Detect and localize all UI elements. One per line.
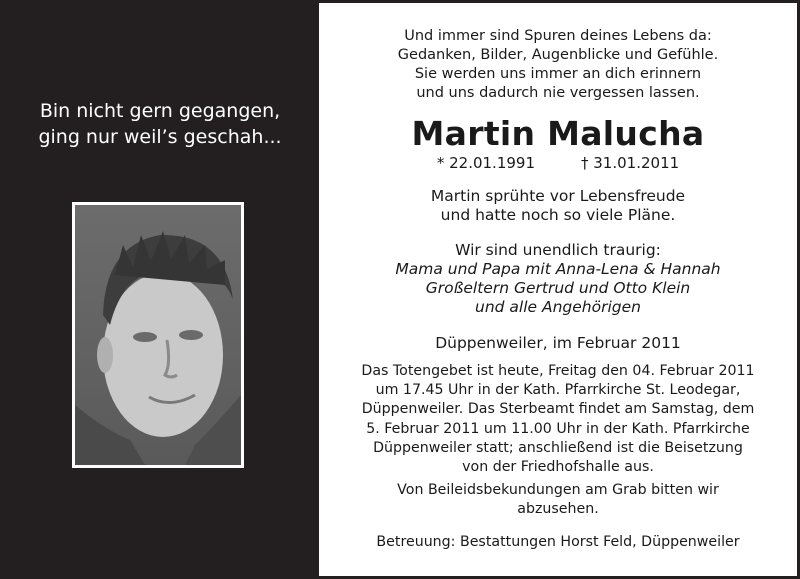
- funeral-home-line: Betreuung: Bestattungen Horst Feld, Düppenweiler: [376, 534, 740, 550]
- deceased-name: Martin Malucha: [411, 114, 705, 153]
- tribute-line: und hatte noch so viele Pläne.: [440, 206, 676, 224]
- service-line: 5. Februar 2011 um 11.00 Uhr in der Kath. Pfarrkirche: [366, 420, 750, 437]
- mourner-line: Großeltern Gertrud und Otto Klein: [425, 279, 691, 297]
- mourner-line: und alle Angehörigen: [475, 298, 641, 316]
- mourners-intro: Wir sind unendlich traurig:: [455, 241, 661, 259]
- funeral-home: [319, 533, 797, 552]
- poem-line: Und immer sind Spuren deines Lebens da:: [404, 28, 712, 44]
- quote-line: Bin nicht gern gegangen,: [39, 100, 281, 122]
- farewell-quote: [10, 98, 310, 150]
- poem-line: und uns dadurch nie vergessen lassen.: [416, 85, 700, 101]
- quote-line: ging nur weil’s geschah...: [38, 126, 282, 148]
- memorial-poem: [319, 27, 797, 103]
- left-panel: [0, 0, 319, 579]
- tribute-line: Martin sprühte vor Lebensfreude: [430, 187, 686, 205]
- service-line: um 17.45 Uhr in der Kath. Pfarrkirche St. Leodegar,: [375, 382, 741, 399]
- service-line: Das Totengebet ist heute, Freitag den 04. Februar 2011: [361, 363, 755, 379]
- portrait-illustration: [75, 205, 241, 465]
- death-date: † 31.01.2011: [581, 154, 680, 172]
- obituary-panel: [319, 3, 797, 576]
- portrait-frame: [72, 202, 244, 468]
- condolence-line: Von Beileidsbekundungen am Grab bitten wir: [397, 482, 719, 498]
- service-details: [319, 362, 797, 477]
- poem-line: Sie werden uns immer an dich erinnern: [414, 66, 702, 82]
- life-dates: [319, 153, 797, 173]
- place-date: [319, 334, 797, 353]
- condolence-note: [319, 481, 797, 519]
- tribute-text: [319, 187, 797, 225]
- mourners: [319, 241, 797, 317]
- service-line: von der Friedhofshalle aus.: [462, 459, 654, 476]
- mourner-line: Mama und Papa mit Anna-Lena & Hannah: [395, 260, 721, 278]
- birth-date: * 22.01.1991: [436, 154, 535, 172]
- service-line: Düppenweiler. Das Sterbeamt findet am Samstag, dem: [361, 401, 755, 418]
- poem-line: Gedanken, Bilder, Augenblicke und Gefühle.: [397, 47, 719, 63]
- portrait-photo: [75, 205, 241, 465]
- condolence-line: abzusehen.: [517, 501, 599, 518]
- service-line: Düppenweiler statt; anschließend ist die Beisetzung: [373, 439, 743, 456]
- place-date-line: Düppenweiler, im Februar 2011: [435, 334, 681, 352]
